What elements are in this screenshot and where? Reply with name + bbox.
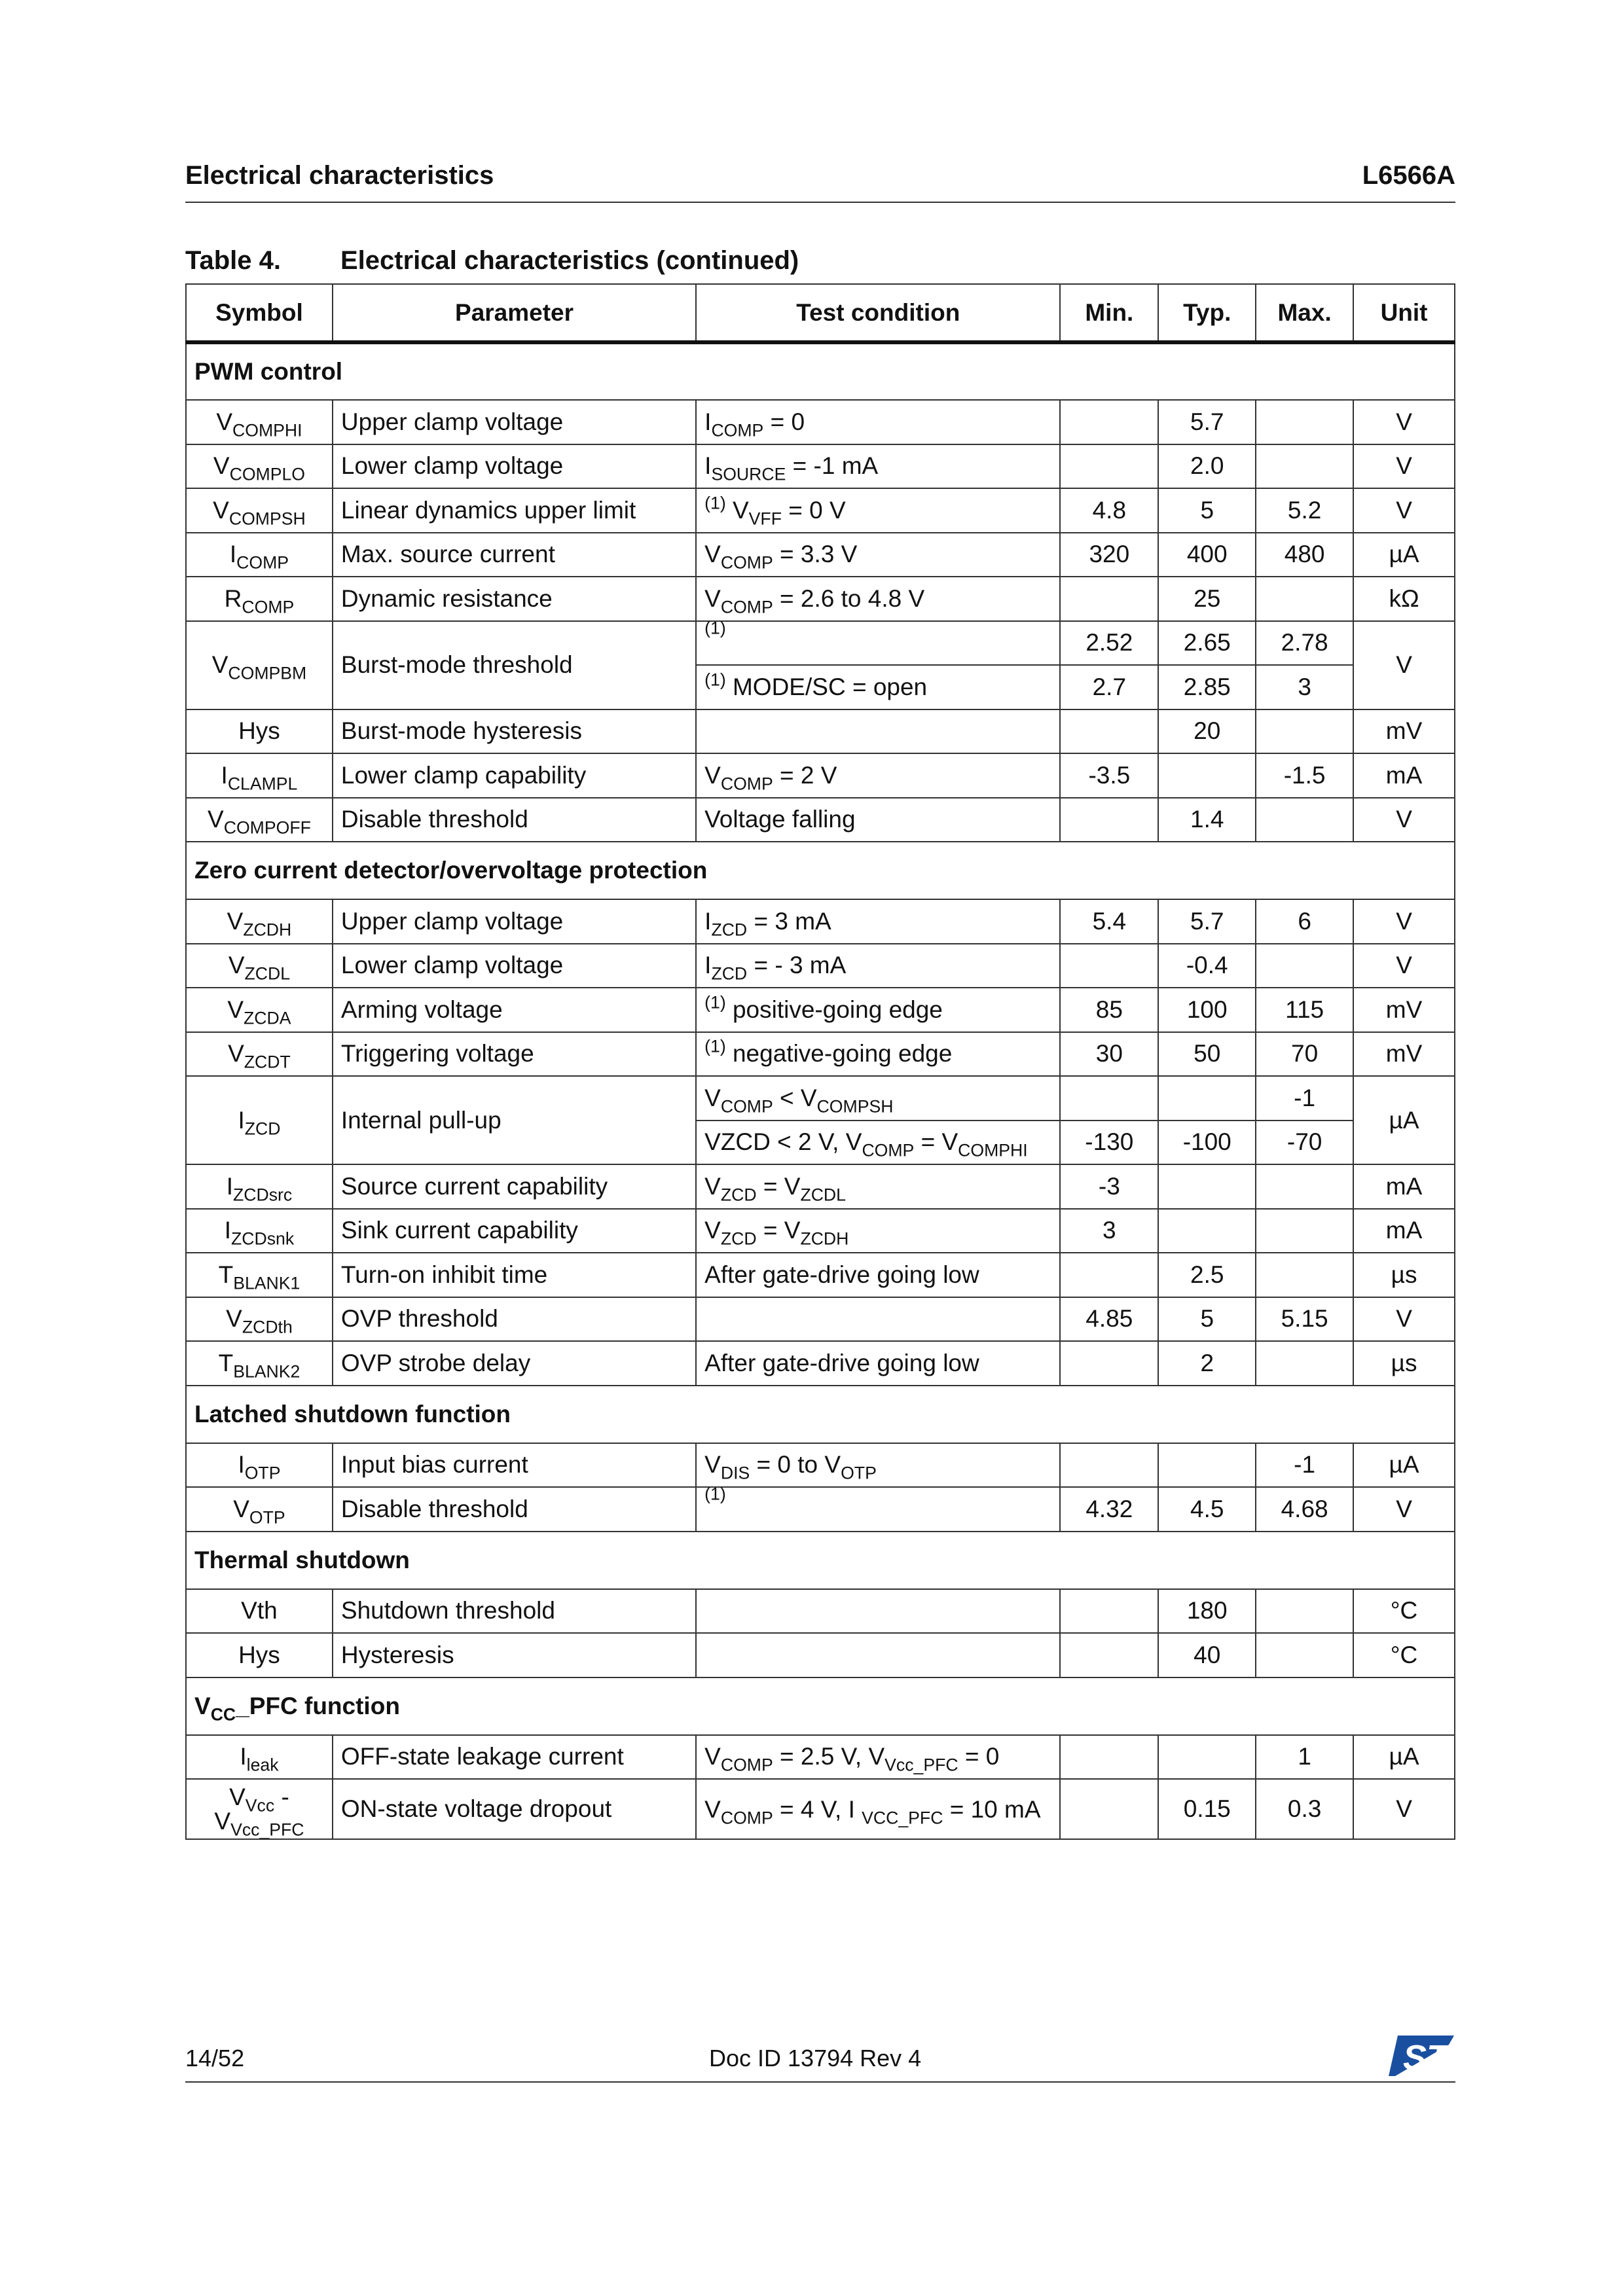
min-cell <box>1060 798 1158 842</box>
max-cell: 480 <box>1256 533 1353 577</box>
table-row <box>186 444 1455 489</box>
min-cell <box>1060 1779 1158 1839</box>
section-row <box>186 1386 1455 1443</box>
col-symbol: Symbol <box>186 284 333 342</box>
unit-cell: mA <box>1353 1209 1455 1253</box>
typ-cell: 2.0 <box>1158 444 1256 489</box>
parameter-cell: Arming voltage <box>333 988 696 1032</box>
unit-cell: V <box>1353 400 1455 444</box>
typ-cell: 4.5 <box>1158 1487 1256 1532</box>
parameter-cell: Input bias current <box>333 1443 696 1488</box>
parameter-cell: Burst-mode threshold <box>333 621 696 709</box>
condition-cell: $V_{COMP} = 2$ V <box>696 753 1060 798</box>
max-cell: 0.3 <box>1256 1779 1353 1839</box>
condition-cell: $V_{COMP} = 3.3$ V <box>696 533 1060 577</box>
typ-cell <box>1158 1735 1256 1780</box>
section-row <box>186 842 1455 899</box>
unit-cell: V <box>1353 798 1455 842</box>
table-row <box>186 1633 1455 1677</box>
max-cell <box>1256 1633 1353 1677</box>
table-title: Electrical characteristics (continued) <box>340 246 799 275</box>
table-row <box>186 988 1455 1032</box>
min-cell: 3 <box>1060 1209 1158 1253</box>
max-cell <box>1256 1164 1353 1209</box>
symbol-cell: $V_{COMPOFF}$ <box>186 798 333 842</box>
col-parameter: Parameter <box>333 284 696 342</box>
unit-cell: kΩ <box>1353 577 1455 621</box>
page-footer <box>185 2038 1455 2083</box>
min-cell: 5.4 <box>1060 899 1158 944</box>
typ-cell: -0.4 <box>1158 944 1256 988</box>
typ-cell <box>1158 753 1256 798</box>
section-row <box>186 1677 1455 1735</box>
condition-cell: Voltage falling <box>696 798 1060 842</box>
section-vcc-pfc-function: $V_{CC}\_PFC$ function <box>186 1677 1455 1735</box>
table-row <box>186 621 1455 666</box>
condition-cell: VZCD < 2 V, $V_{COMP} = V_{COMPHI}$ <box>696 1121 1060 1165</box>
unit-cell: V <box>1353 621 1455 709</box>
max-cell <box>1256 944 1353 988</box>
unit-cell: µA <box>1353 1735 1455 1780</box>
section-latched-shutdown: Latched shutdown function <box>186 1386 1455 1443</box>
typ-cell: 2.65 <box>1158 621 1256 666</box>
condition-cell: $I_{ZCD} = 3$ mA <box>696 899 1060 944</box>
parameter-cell: Max. source current <box>333 533 696 577</box>
symbol-cell: $V_{ZCDT}$ <box>186 1032 333 1077</box>
table-row <box>186 1341 1455 1386</box>
max-cell: -1.5 <box>1256 753 1353 798</box>
unit-cell: mV <box>1353 1032 1455 1077</box>
section-thermal-shutdown: Thermal shutdown <box>186 1532 1455 1589</box>
unit-cell: µA <box>1353 1443 1455 1488</box>
table-row <box>186 709 1455 754</box>
symbol-cell: $V_{ZCDA}$ <box>186 988 333 1032</box>
unit-cell: mV <box>1353 988 1455 1032</box>
symbol-cell: $T_{BLANK1}$ <box>186 1253 333 1297</box>
typ-cell: 40 <box>1158 1633 1256 1677</box>
parameter-cell: Hysteresis <box>333 1633 696 1677</box>
symbol-cell: $R_{COMP}$ <box>186 577 333 621</box>
symbol-cell: $I_{ZCDsnk}$ <box>186 1209 333 1253</box>
symbol-cell: $I_{CLAMPL}$ <box>186 753 333 798</box>
max-cell: -70 <box>1256 1121 1353 1165</box>
parameter-cell: Turn-on inhibit time <box>333 1253 696 1297</box>
parameter-cell: Lower clamp voltage <box>333 444 696 489</box>
typ-cell: 5 <box>1158 1297 1256 1342</box>
parameter-cell: Burst-mode hysteresis <box>333 709 696 754</box>
symbol-cell: $V_{ZCDL}$ <box>186 944 333 988</box>
table-row <box>186 1487 1455 1532</box>
max-cell: -1 <box>1256 1076 1353 1121</box>
symbol-cell: $V_{COMPLO}$ <box>186 444 333 489</box>
condition-cell: $I_{COMP} = 0$ <box>696 400 1060 444</box>
parameter-cell: Sink current capability <box>333 1209 696 1253</box>
max-cell: 115 <box>1256 988 1353 1032</box>
max-cell <box>1256 1589 1353 1634</box>
unit-cell: µs <box>1353 1341 1455 1386</box>
unit-cell: V <box>1353 1297 1455 1342</box>
condition-cell: $^{(1)}$ negative-going edge <box>696 1032 1060 1077</box>
typ-cell: 5.7 <box>1158 400 1256 444</box>
section-row <box>186 342 1455 400</box>
symbol-cell: $V_{ZCDH}$ <box>186 899 333 944</box>
symbol-cell: $I_{OTP}$ <box>186 1443 333 1488</box>
min-cell: 4.32 <box>1060 1487 1158 1532</box>
col-max: Max. <box>1256 284 1353 342</box>
unit-cell: °C <box>1353 1589 1455 1634</box>
max-cell <box>1256 1253 1353 1297</box>
min-cell <box>1060 1341 1158 1386</box>
condition-cell: $^{(1)}$ MODE/SC = open <box>696 665 1060 709</box>
max-cell <box>1256 709 1353 754</box>
condition-cell: $V_{COMP} = 2.5$ V, $V_{Vcc\_PFC} = 0$ <box>696 1735 1060 1780</box>
typ-cell: 180 <box>1158 1589 1256 1634</box>
max-cell: 6 <box>1256 899 1353 944</box>
max-cell <box>1256 400 1353 444</box>
unit-cell: V <box>1353 444 1455 489</box>
typ-cell: 2 <box>1158 1341 1256 1386</box>
unit-cell: mA <box>1353 1164 1455 1209</box>
condition-cell: $^{(1)}$ positive-going edge <box>696 988 1060 1032</box>
condition-cell: $V_{COMP} < V_{COMPSH}$ <box>696 1076 1060 1121</box>
col-test-condition: Test condition <box>696 284 1060 342</box>
condition-cell: $I_{SOURCE} = -1$ mA <box>696 444 1060 489</box>
min-cell: 2.52 <box>1060 621 1158 666</box>
typ-cell: 5 <box>1158 488 1256 533</box>
symbol-cell: $I_{ZCD}$ <box>186 1076 333 1164</box>
unit-cell: V <box>1353 488 1455 533</box>
table-row <box>186 1297 1455 1342</box>
min-cell <box>1060 577 1158 621</box>
table-row <box>186 899 1455 944</box>
table-row <box>186 798 1455 842</box>
typ-cell <box>1158 1443 1256 1488</box>
symbol-cell: $I_{ZCDsrc}$ <box>186 1164 333 1209</box>
max-cell: 5.15 <box>1256 1297 1353 1342</box>
condition-cell: After gate-drive going low <box>696 1253 1060 1297</box>
section-pwm-control: PWM control <box>186 342 1455 400</box>
condition-cell: $I_{ZCD}$ = - 3 mA <box>696 944 1060 988</box>
typ-cell: 400 <box>1158 533 1256 577</box>
col-min: Min. <box>1060 284 1158 342</box>
max-cell: 1 <box>1256 1735 1353 1780</box>
symbol-cell: $I_{leak}$ <box>186 1735 333 1780</box>
condition-cell <box>696 709 1060 754</box>
typ-cell: 50 <box>1158 1032 1256 1077</box>
parameter-cell: Shutdown threshold <box>333 1589 696 1634</box>
max-cell: 2.78 <box>1256 621 1353 666</box>
table-row <box>186 1253 1455 1297</box>
condition-cell: $V_{COMP} = 4$ V, I $_{VCC\_PFC}$ = 10 mA <box>696 1779 1060 1839</box>
parameter-cell: Upper clamp voltage <box>333 400 696 444</box>
table-row <box>186 400 1455 444</box>
max-cell: -1 <box>1256 1443 1353 1488</box>
section-zero-current-detector: Zero current detector/overvoltage protection <box>186 842 1455 899</box>
table-row <box>186 1032 1455 1077</box>
parameter-cell: Lower clamp capability <box>333 753 696 798</box>
min-cell <box>1060 1253 1158 1297</box>
condition-cell <box>696 1633 1060 1677</box>
parameter-cell: OVP threshold <box>333 1297 696 1342</box>
max-cell: 3 <box>1256 665 1353 709</box>
table-row <box>186 577 1455 621</box>
min-cell: 2.7 <box>1060 665 1158 709</box>
table-row <box>186 1735 1455 1780</box>
typ-cell: 100 <box>1158 988 1256 1032</box>
parameter-cell: ON-state voltage dropout <box>333 1779 696 1839</box>
min-cell: -3 <box>1060 1164 1158 1209</box>
unit-cell: mA <box>1353 753 1455 798</box>
min-cell <box>1060 444 1158 489</box>
max-cell: 4.68 <box>1256 1487 1353 1532</box>
max-cell <box>1256 798 1353 842</box>
parameter-cell: Lower clamp voltage <box>333 944 696 988</box>
max-cell: 70 <box>1256 1032 1353 1077</box>
unit-cell: V <box>1353 1779 1455 1839</box>
page-header <box>185 161 1455 203</box>
symbol-cell: $V_{COMPHI}$ <box>186 400 333 444</box>
doc-id: Doc ID 13794 Rev 4 <box>709 2045 922 2072</box>
min-cell: 4.8 <box>1060 488 1158 533</box>
table-row <box>186 1589 1455 1634</box>
symbol-cell: Vth <box>186 1589 333 1634</box>
symbol-cell: $V_{COMPBM}$ <box>186 621 333 709</box>
typ-cell: 25 <box>1158 577 1256 621</box>
parameter-cell: Internal pull-up <box>333 1076 696 1164</box>
table-row <box>186 1443 1455 1488</box>
min-cell: 85 <box>1060 988 1158 1032</box>
table-row <box>186 488 1455 533</box>
svg-text:ST: ST <box>1403 2038 1449 2076</box>
unit-cell: °C <box>1353 1633 1455 1677</box>
table-row <box>186 753 1455 798</box>
unit-cell: V <box>1353 899 1455 944</box>
max-cell <box>1256 1341 1353 1386</box>
typ-cell <box>1158 1076 1256 1121</box>
max-cell <box>1256 577 1353 621</box>
condition-cell: $V_{ZCD} = V_{ZCDH}$ <box>696 1209 1060 1253</box>
symbol-cell: $V_{Vcc}$ - $V_{Vcc\_PFC}$ <box>186 1779 333 1839</box>
parameter-cell: Disable threshold <box>333 1487 696 1532</box>
min-cell <box>1060 944 1158 988</box>
condition-cell: $V_{ZCD} = V_{ZCDL}$ <box>696 1164 1060 1209</box>
max-cell: 5.2 <box>1256 488 1353 533</box>
symbol-cell: $T_{BLANK2}$ <box>186 1341 333 1386</box>
table-row <box>186 1209 1455 1253</box>
condition-cell <box>696 1297 1060 1342</box>
condition-cell: After gate-drive going low <box>696 1341 1060 1386</box>
col-typ: Typ. <box>1158 284 1256 342</box>
symbol-cell: Hys <box>186 709 333 754</box>
symbol-cell: $I_{COMP}$ <box>186 533 333 577</box>
min-cell <box>1060 709 1158 754</box>
table-row <box>186 533 1455 577</box>
min-cell: 4.85 <box>1060 1297 1158 1342</box>
table-caption <box>185 246 799 276</box>
min-cell <box>1060 400 1158 444</box>
min-cell <box>1060 1076 1158 1121</box>
unit-cell: µA <box>1353 533 1455 577</box>
min-cell <box>1060 1735 1158 1780</box>
typ-cell: 2.85 <box>1158 665 1256 709</box>
min-cell: 30 <box>1060 1032 1158 1077</box>
parameter-cell: Disable threshold <box>333 798 696 842</box>
table-row <box>186 1076 1455 1121</box>
max-cell <box>1256 1209 1353 1253</box>
unit-cell: V <box>1353 1487 1455 1532</box>
condition-cell: (1) <box>696 621 1060 666</box>
parameter-cell: Upper clamp voltage <box>333 899 696 944</box>
table-header-row <box>186 284 1455 342</box>
parameter-cell: Dynamic resistance <box>333 577 696 621</box>
symbol-cell: Hys <box>186 1633 333 1677</box>
symbol-cell: $V_{ZCDth}$ <box>186 1297 333 1342</box>
typ-cell: 2.5 <box>1158 1253 1256 1297</box>
condition-cell: $V_{DIS} = 0$ to $V_{OTP}$ <box>696 1443 1060 1488</box>
parameter-cell: Triggering voltage <box>333 1032 696 1077</box>
table-row <box>186 1164 1455 1209</box>
max-cell <box>1256 444 1353 489</box>
header-part-number: L6566A <box>1362 161 1455 190</box>
col-unit: Unit <box>1353 284 1455 342</box>
symbol-cell: $V_{COMPSH}$ <box>186 488 333 533</box>
condition-cell: (1) <box>696 1487 1060 1532</box>
table-row <box>186 944 1455 988</box>
unit-cell: µA <box>1353 1076 1455 1164</box>
unit-cell: V <box>1353 944 1455 988</box>
header-section-title: Electrical characteristics <box>185 161 494 190</box>
unit-cell: µs <box>1353 1253 1455 1297</box>
section-row <box>186 1532 1455 1589</box>
unit-cell: mV <box>1353 709 1455 754</box>
condition-cell: $V_{COMP} = 2.6$ to 4.8 V <box>696 577 1060 621</box>
min-cell: -130 <box>1060 1121 1158 1165</box>
min-cell <box>1060 1589 1158 1634</box>
table-number: Table 4. <box>185 246 281 275</box>
min-cell: 320 <box>1060 533 1158 577</box>
min-cell <box>1060 1443 1158 1488</box>
parameter-cell: Linear dynamics upper limit <box>333 488 696 533</box>
electrical-characteristics-table <box>185 283 1455 1840</box>
min-cell: -3.5 <box>1060 753 1158 798</box>
min-cell <box>1060 1633 1158 1677</box>
table-row <box>186 1779 1455 1839</box>
parameter-cell: Source current capability <box>333 1164 696 1209</box>
typ-cell: 1.4 <box>1158 798 1256 842</box>
typ-cell: 5.7 <box>1158 899 1256 944</box>
symbol-cell: $V_{OTP}$ <box>186 1487 333 1532</box>
typ-cell <box>1158 1164 1256 1209</box>
condition-cell: $^{(1)}$ $V_{VFF} = 0$ V <box>696 488 1060 533</box>
typ-cell <box>1158 1209 1256 1253</box>
parameter-cell: OFF-state leakage current <box>333 1735 696 1780</box>
typ-cell: 0.15 <box>1158 1779 1256 1839</box>
typ-cell: -100 <box>1158 1121 1256 1165</box>
page-number: 14/52 <box>185 2045 245 2072</box>
typ-cell: 20 <box>1158 709 1256 754</box>
st-logo-icon <box>1389 2036 1454 2076</box>
condition-cell <box>696 1589 1060 1634</box>
parameter-cell: OVP strobe delay <box>333 1341 696 1386</box>
